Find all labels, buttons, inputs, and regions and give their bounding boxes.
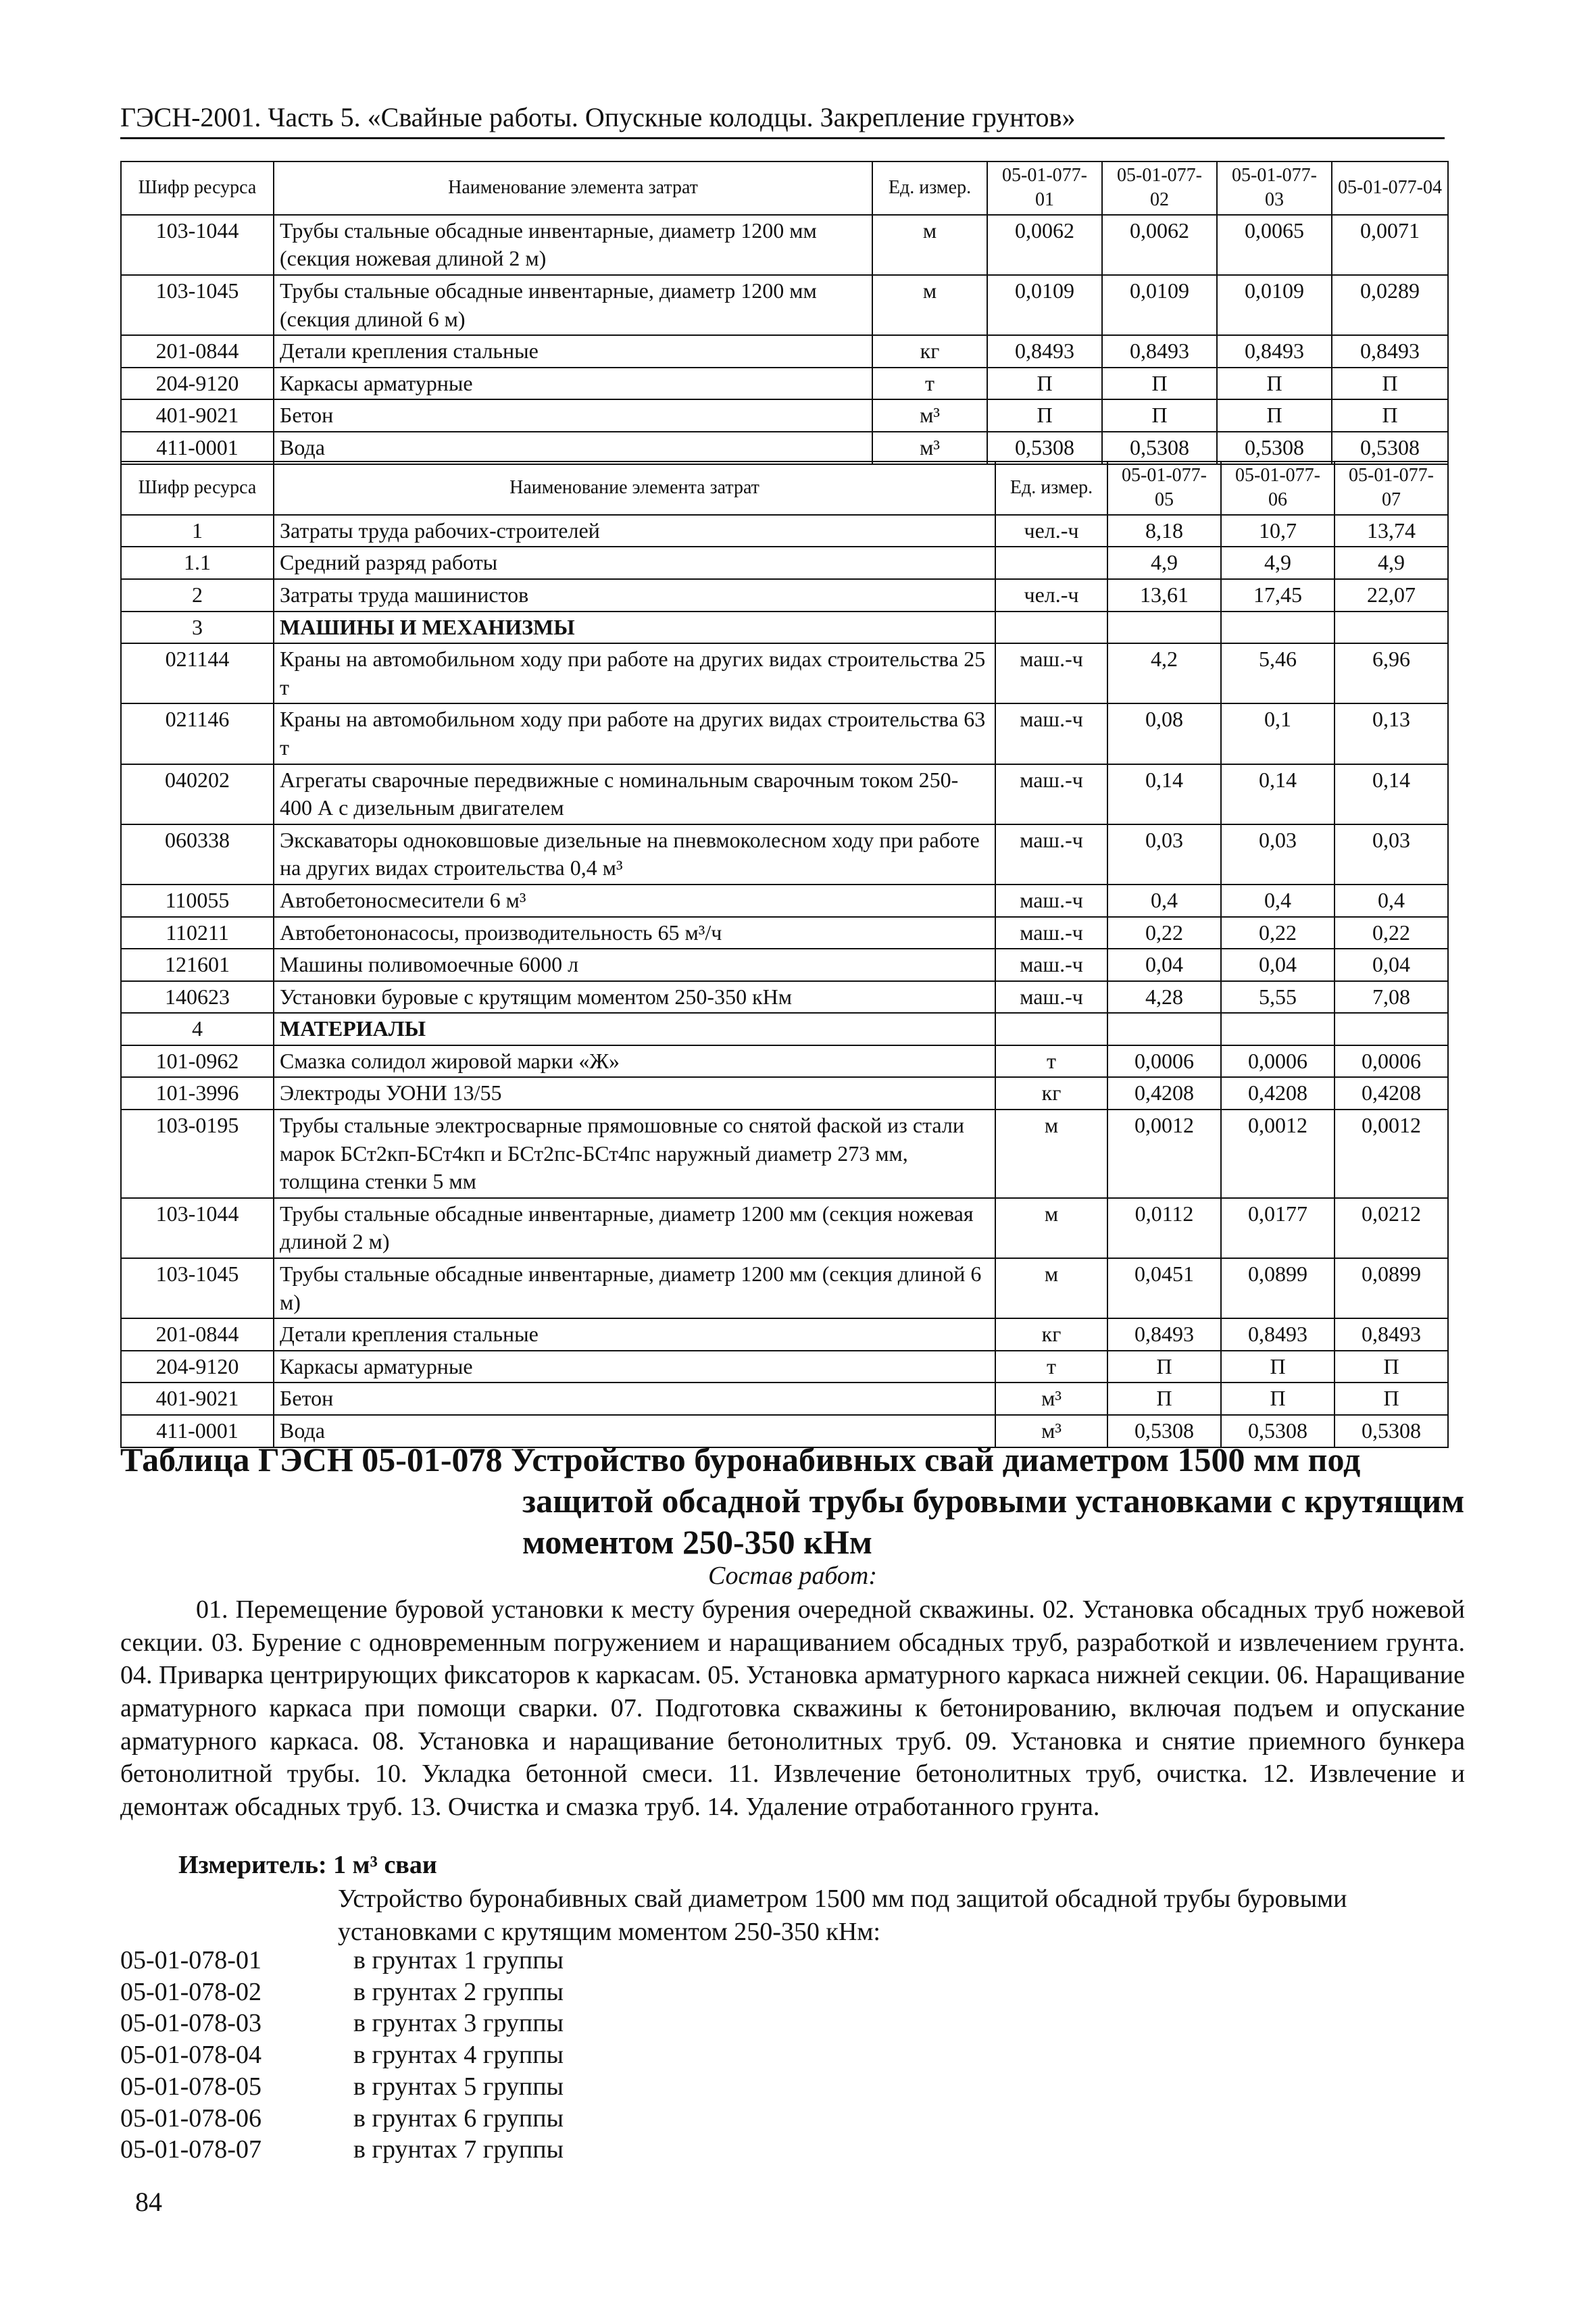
table-row — [121, 1318, 1448, 1351]
resource-code-cell: 101-0962 — [121, 1045, 274, 1078]
value-cell: П — [987, 368, 1102, 400]
table-row — [121, 1383, 1448, 1415]
resource-code-cell: 401-9021 — [121, 399, 274, 432]
resource-table-077-01-04 — [120, 161, 1449, 465]
value-cell: 0,8493 — [1335, 1318, 1448, 1351]
value-cell: 0,5308 — [987, 432, 1102, 464]
value-cell: 0,8493 — [987, 335, 1102, 368]
resource-code-cell: 021144 — [121, 643, 274, 703]
table-title-line1: Таблица ГЭСН 05-01-078 Устройство буронабивных свай диаметром 1500 мм под — [120, 1441, 1361, 1478]
resource-code-cell: 411-0001 — [121, 1415, 274, 1447]
value-cell — [1107, 612, 1221, 644]
table-row — [121, 579, 1448, 612]
value-cell: 4,9 — [1335, 547, 1448, 579]
resource-code-cell: 110055 — [121, 885, 274, 917]
value-cell: 0,0071 — [1332, 215, 1448, 275]
value-cell: 0,08 — [1107, 703, 1221, 764]
table-row — [121, 275, 1448, 335]
resource-name-cell: Каркасы арматурные — [274, 368, 872, 400]
value-cell: П — [1217, 368, 1332, 400]
resource-name-cell: Трубы стальные обсадные инвентарные, диаметр 1200 мм (секция ножевая длиной 2 м) — [274, 215, 872, 275]
value-cell: 10,7 — [1221, 515, 1335, 547]
table-body — [121, 215, 1448, 464]
value-cell: 0,14 — [1335, 764, 1448, 824]
table-row — [121, 949, 1448, 981]
value-cell: 13,74 — [1335, 515, 1448, 547]
value-cell: 6,96 — [1335, 643, 1448, 703]
header-col: 05-01-077-03 — [1217, 161, 1332, 215]
value-cell: 0,14 — [1107, 764, 1221, 824]
resource-code-cell: 103-1045 — [121, 275, 274, 335]
work-composition-heading: Состав работ: — [707, 1562, 878, 1590]
table-row — [121, 764, 1448, 824]
value-cell: 0,0899 — [1335, 1258, 1448, 1318]
unit-cell: маш.-ч — [995, 643, 1107, 703]
value-cell: 0,03 — [1107, 824, 1221, 885]
resource-code-cell: 040202 — [121, 764, 274, 824]
value-cell: 5,46 — [1221, 643, 1335, 703]
value-cell: 0,4208 — [1221, 1077, 1335, 1110]
header-unit: Ед. измер. — [872, 161, 987, 215]
resource-code-cell: 121601 — [121, 949, 274, 981]
resource-name-cell: Трубы стальные обсадные инвентарные, диаметр 1200 мм (секция длиной 6 м) — [274, 1258, 995, 1318]
resource-code-cell: 201-0844 — [121, 335, 274, 368]
norm-code: 05-01-078-04 — [120, 2041, 261, 2070]
value-cell: 0,0109 — [1102, 275, 1217, 335]
value-cell: 0,0006 — [1107, 1045, 1221, 1078]
resource-code-cell: 103-1044 — [121, 215, 274, 275]
resource-name-cell: Смазка солидол жировой марки «Ж» — [274, 1045, 995, 1078]
value-cell: 0,0289 — [1332, 275, 1448, 335]
page-number: 84 — [135, 2187, 162, 2217]
value-cell: 0,4208 — [1107, 1077, 1221, 1110]
table-row — [121, 515, 1448, 547]
table-row — [121, 1077, 1448, 1110]
table-row — [121, 1198, 1448, 1258]
value-cell: 7,08 — [1335, 981, 1448, 1014]
resource-code-cell: 110211 — [121, 917, 274, 949]
table-row — [121, 643, 1448, 703]
resource-code-cell: 4 — [121, 1013, 274, 1045]
value-cell: 0,0109 — [1217, 275, 1332, 335]
value-cell: 13,61 — [1107, 579, 1221, 612]
value-cell: П — [1107, 1383, 1221, 1415]
norm-code-description: в грунтах 2 группы — [353, 1977, 564, 2006]
value-cell: 0,8493 — [1102, 335, 1217, 368]
norm-code-row — [120, 1945, 564, 1976]
value-cell: 0,1 — [1221, 703, 1335, 764]
resource-name-cell: Вода — [274, 432, 872, 464]
norm-code: 05-01-078-05 — [120, 2072, 261, 2101]
value-cell: 0,22 — [1335, 917, 1448, 949]
unit-cell: маш.-ч — [995, 824, 1107, 885]
resource-name-cell: МАТЕРИАЛЫ — [274, 1013, 995, 1045]
resource-name-cell: Каркасы арматурные — [274, 1351, 995, 1383]
value-cell: 0,0006 — [1221, 1045, 1335, 1078]
norm-code-row — [120, 2071, 564, 2103]
value-cell: П — [1102, 399, 1217, 432]
norm-code-row — [120, 2039, 564, 2071]
norm-code-description: в грунтах 3 группы — [353, 2009, 564, 2038]
header-col: 05-01-077-06 — [1221, 462, 1335, 515]
value-cell: 8,18 — [1107, 515, 1221, 547]
table-title — [120, 1439, 1465, 1563]
table-row — [121, 1258, 1448, 1318]
resource-name-cell: Агрегаты сварочные передвижные с номинальным сварочным током 250-400 А с дизельным двигателем — [274, 764, 995, 824]
page-header: ГЭСН-2001. Часть 5. «Свайные работы. Опускные колодцы. Закрепление грунтов» — [120, 101, 1445, 139]
unit-cell: м — [872, 275, 987, 335]
resource-name-cell: Трубы стальные электросварные прямошовные со снятой фаской из стали марок БСт2кп-БСт4кп и БСт2пс-БСт4пс наружный диаметр 273 мм, толщина стенки 5 мм — [274, 1110, 995, 1198]
resource-code-cell: 101-3996 — [121, 1077, 274, 1110]
unit-cell: м — [995, 1110, 1107, 1198]
norm-code-description: в грунтах 7 группы — [353, 2135, 564, 2164]
norm-code-description: в грунтах 4 группы — [353, 2041, 564, 2070]
table-row — [121, 1351, 1448, 1383]
unit-cell: м³ — [995, 1415, 1107, 1447]
unit-cell: кг — [872, 335, 987, 368]
value-cell: 0,5308 — [1217, 432, 1332, 464]
resource-name-cell: Машины поливомоечные 6000 л — [274, 949, 995, 981]
unit-cell: маш.-ч — [995, 917, 1107, 949]
unit-cell: маш.-ч — [995, 764, 1107, 824]
norm-code: 05-01-078-03 — [120, 2009, 261, 2038]
value-cell: 0,0899 — [1221, 1258, 1335, 1318]
value-cell: 0,0062 — [1102, 215, 1217, 275]
value-cell — [1335, 612, 1448, 644]
value-cell: 0,03 — [1221, 824, 1335, 885]
resource-code-cell: 201-0844 — [121, 1318, 274, 1351]
norm-code-row — [120, 1976, 564, 2008]
table-header-row — [121, 462, 1448, 515]
resource-name-cell: Бетон — [274, 399, 872, 432]
norm-code: 05-01-078-06 — [120, 2104, 261, 2133]
table-title-line3: моментом 250-350 кНм — [522, 1523, 872, 1561]
value-cell: 0,4208 — [1335, 1077, 1448, 1110]
resource-name-cell: Краны на автомобильном ходу при работе на других видах строительства 63 т — [274, 703, 995, 764]
value-cell: 0,8493 — [1221, 1318, 1335, 1351]
table-row — [121, 399, 1448, 432]
header-unit: Ед. измер. — [995, 462, 1107, 515]
unit-cell: т — [872, 368, 987, 400]
resource-name-cell: Экскаваторы одноковшовые дизельные на пневмоколесном ходу при работе на других видах строительства 0,4 м³ — [274, 824, 995, 885]
header-col: 05-01-077-04 — [1332, 161, 1448, 215]
table-row — [121, 612, 1448, 644]
unit-cell: маш.-ч — [995, 981, 1107, 1014]
unit-cell: маш.-ч — [995, 885, 1107, 917]
table-row — [121, 703, 1448, 764]
resource-name-cell: Бетон — [274, 1383, 995, 1415]
header-col: 05-01-077-07 — [1335, 462, 1448, 515]
value-cell: П — [1335, 1351, 1448, 1383]
header-col: 05-01-077-05 — [1107, 462, 1221, 515]
table-row — [121, 917, 1448, 949]
resource-name-cell: Средний разряд работы — [274, 547, 995, 579]
resource-code-cell: 401-9021 — [121, 1383, 274, 1415]
value-cell: 4,9 — [1107, 547, 1221, 579]
norm-code-list — [120, 1945, 564, 2166]
value-cell: 0,5308 — [1221, 1415, 1335, 1447]
measurement-unit: Измеритель: 1 м³ сваи — [178, 1851, 437, 1879]
value-cell: 0,13 — [1335, 703, 1448, 764]
value-cell: П — [1332, 368, 1448, 400]
table-row — [121, 981, 1448, 1014]
value-cell: 0,5308 — [1107, 1415, 1221, 1447]
unit-cell: кг — [995, 1318, 1107, 1351]
value-cell: 0,0177 — [1221, 1198, 1335, 1258]
value-cell: П — [1217, 399, 1332, 432]
table-row — [121, 215, 1448, 275]
resource-name-cell: Трубы стальные обсадные инвентарные, диаметр 1200 мм (секция ножевая длиной 2 м) — [274, 1198, 995, 1258]
unit-cell: чел.-ч — [995, 579, 1107, 612]
unit-cell: маш.-ч — [995, 949, 1107, 981]
value-cell: П — [1332, 399, 1448, 432]
value-cell: 0,04 — [1221, 949, 1335, 981]
value-cell: 22,07 — [1335, 579, 1448, 612]
header-name: Наименование элемента затрат — [274, 161, 872, 215]
value-cell: П — [1221, 1351, 1335, 1383]
norm-description: Устройство буронабивных свай диаметром 1500 мм под защитой обсадной трубы буровыми установками с крутящим моментом 250-350 кНм: — [338, 1885, 1347, 1946]
resource-code-cell: 204-9120 — [121, 1351, 274, 1383]
unit-cell: т — [995, 1351, 1107, 1383]
value-cell: 0,8493 — [1217, 335, 1332, 368]
unit-cell: м — [872, 215, 987, 275]
value-cell: 0,0109 — [987, 275, 1102, 335]
unit-cell — [995, 612, 1107, 644]
value-cell: 0,5308 — [1102, 432, 1217, 464]
unit-cell: м³ — [872, 432, 987, 464]
value-cell: 0,0212 — [1335, 1198, 1448, 1258]
norm-code: 05-01-078-01 — [120, 1946, 261, 1974]
resource-name-cell: Установки буровые с крутящим моментом 250-350 кНм — [274, 981, 995, 1014]
value-cell: 0,04 — [1335, 949, 1448, 981]
resource-code-cell: 140623 — [121, 981, 274, 1014]
unit-cell — [995, 1013, 1107, 1045]
value-cell: 17,45 — [1221, 579, 1335, 612]
value-cell: П — [1335, 1383, 1448, 1415]
value-cell: 0,0065 — [1217, 215, 1332, 275]
resource-name-cell: Затраты труда рабочих-строителей — [274, 515, 995, 547]
value-cell: 4,28 — [1107, 981, 1221, 1014]
unit-cell: м³ — [872, 399, 987, 432]
resource-code-cell: 021146 — [121, 703, 274, 764]
value-cell: П — [1107, 1351, 1221, 1383]
header-code: Шифр ресурса — [121, 462, 274, 515]
resource-table-077-05-07 — [120, 461, 1449, 1448]
value-cell — [1221, 1013, 1335, 1045]
resource-name-cell: Детали крепления стальные — [274, 1318, 995, 1351]
table-row — [121, 368, 1448, 400]
header-code: Шифр ресурса — [121, 161, 274, 215]
resource-code-cell: 411-0001 — [121, 432, 274, 464]
table-row — [121, 1013, 1448, 1045]
table-row — [121, 824, 1448, 885]
resource-name-cell: МАШИНЫ И МЕХАНИЗМЫ — [274, 612, 995, 644]
resource-name-cell: Автобетононасосы, производительность 65 м³/ч — [274, 917, 995, 949]
resource-code-cell: 060338 — [121, 824, 274, 885]
value-cell: П — [1221, 1383, 1335, 1415]
value-cell: 0,0062 — [987, 215, 1102, 275]
resource-name-cell: Трубы стальные обсадные инвентарные, диаметр 1200 мм (секция длиной 6 м) — [274, 275, 872, 335]
resource-name-cell: Затраты труда машинистов — [274, 579, 995, 612]
table-row — [121, 335, 1448, 368]
resource-code-cell: 204-9120 — [121, 368, 274, 400]
value-cell — [1335, 1013, 1448, 1045]
resource-code-cell: 1 — [121, 515, 274, 547]
resource-name-cell: Автобетоносмесители 6 м³ — [274, 885, 995, 917]
unit-cell — [995, 547, 1107, 579]
resource-code-cell: 2 — [121, 579, 274, 612]
norm-code-row — [120, 2134, 564, 2166]
value-cell: 0,0451 — [1107, 1258, 1221, 1318]
value-cell: 0,03 — [1335, 824, 1448, 885]
norm-code-row — [120, 2008, 564, 2039]
norm-code: 05-01-078-02 — [120, 1977, 261, 2006]
norm-code-row — [120, 2103, 564, 2135]
value-cell: 0,0006 — [1335, 1045, 1448, 1078]
work-composition-text: 01. Перемещение буровой установки к месту бурения очередной скважины. 02. Установка обсадных труб ножевой секции. 03. Бурение с одновременным погружением и наращиванием обсадных труб, разработкой и извлечением грунта. 04. Приварка центрирующих фиксаторов к каркасам. 05. Установка арматурного каркаса нижней секции. 06. Наращивание арматурного каркаса при помощи сварки. 07. Подготовка скважины к бетонированию, включая подъем и опускание арматурного каркаса. 08. Установка и наращивание бетонолитных труб. 09. Установка и снятие приемного бункера бетонолитной трубы. 10. Укладка бетонной смеси. 11. Извлечение бетонолитных труб, очистка. 12. Извлечение и демонтаж обсадных труб. 13. Очистка и смазка труб. 14. Удаление отработанного грунта. — [120, 1595, 1465, 1821]
norm-code-description: в грунтах 6 группы — [353, 2104, 564, 2133]
value-cell: 0,0012 — [1335, 1110, 1448, 1198]
value-cell — [1107, 1013, 1221, 1045]
value-cell: 0,14 — [1221, 764, 1335, 824]
unit-cell: т — [995, 1045, 1107, 1078]
table-header-row — [121, 161, 1448, 215]
value-cell: 0,8493 — [1107, 1318, 1221, 1351]
norm-code-description: в грунтах 1 группы — [353, 1946, 564, 1974]
value-cell: 0,5308 — [1335, 1415, 1448, 1447]
value-cell: 4,9 — [1221, 547, 1335, 579]
value-cell: 0,5308 — [1332, 432, 1448, 464]
value-cell: 0,0012 — [1221, 1110, 1335, 1198]
value-cell: 0,22 — [1221, 917, 1335, 949]
table-title-line2: защитой обсадной трубы буровыми установками с крутящим — [522, 1482, 1465, 1520]
value-cell: П — [1102, 368, 1217, 400]
value-cell: 0,0112 — [1107, 1198, 1221, 1258]
value-cell: 0,22 — [1107, 917, 1221, 949]
table-row — [121, 547, 1448, 579]
value-cell: 0,0012 — [1107, 1110, 1221, 1198]
resource-code-cell: 103-1045 — [121, 1258, 274, 1318]
resource-code-cell: 103-1044 — [121, 1198, 274, 1258]
resource-name-cell: Детали крепления стальные — [274, 335, 872, 368]
unit-cell: м³ — [995, 1383, 1107, 1415]
resource-code-cell: 1.1 — [121, 547, 274, 579]
resource-code-cell: 103-0195 — [121, 1110, 274, 1198]
unit-cell: маш.-ч — [995, 703, 1107, 764]
value-cell: 5,55 — [1221, 981, 1335, 1014]
norm-code: 05-01-078-07 — [120, 2135, 261, 2164]
unit-cell: м — [995, 1198, 1107, 1258]
resource-code-cell: 3 — [121, 612, 274, 644]
value-cell: 0,8493 — [1332, 335, 1448, 368]
table-row — [121, 1045, 1448, 1078]
header-col: 05-01-077-02 — [1102, 161, 1217, 215]
unit-cell: чел.-ч — [995, 515, 1107, 547]
table-row — [121, 885, 1448, 917]
value-cell: 0,04 — [1107, 949, 1221, 981]
value-cell: 4,2 — [1107, 643, 1221, 703]
value-cell: 0,4 — [1107, 885, 1221, 917]
value-cell — [1221, 612, 1335, 644]
value-cell: 0,4 — [1335, 885, 1448, 917]
table-row — [121, 1110, 1448, 1198]
resource-name-cell: Электроды УОНИ 13/55 — [274, 1077, 995, 1110]
table-row — [121, 432, 1448, 464]
unit-cell: м — [995, 1258, 1107, 1318]
header-col: 05-01-077-01 — [987, 161, 1102, 215]
resource-name-cell: Краны на автомобильном ходу при работе на других видах строительства 25 т — [274, 643, 995, 703]
value-cell: П — [987, 399, 1102, 432]
resource-name-cell: Вода — [274, 1415, 995, 1447]
header-name: Наименование элемента затрат — [274, 462, 995, 515]
norm-code-description: в грунтах 5 группы — [353, 2072, 564, 2101]
unit-cell: кг — [995, 1077, 1107, 1110]
value-cell: 0,4 — [1221, 885, 1335, 917]
table-body — [121, 515, 1448, 1447]
